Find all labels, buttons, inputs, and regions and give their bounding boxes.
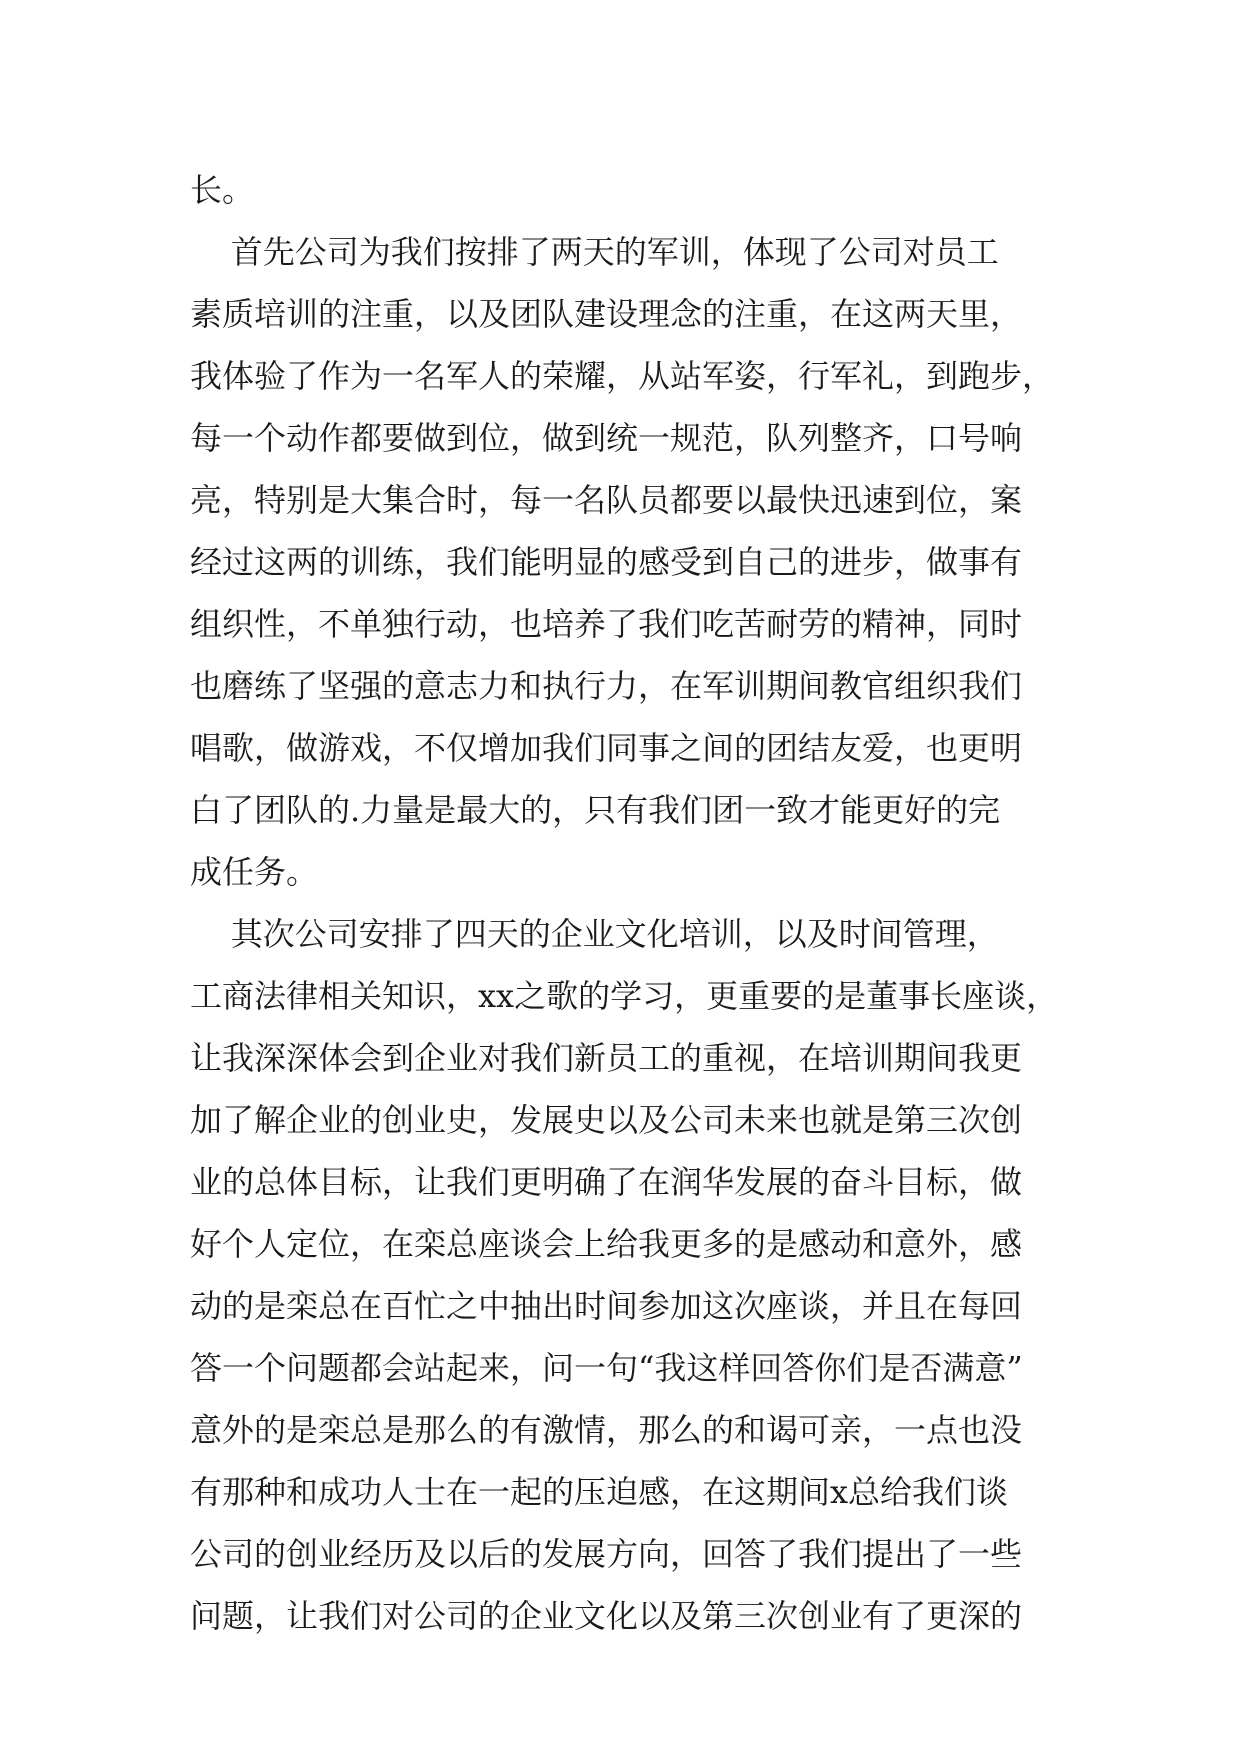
- text-line: 业的总体目标，让我们更明确了在润华发展的奋斗目标，做: [190, 1163, 1023, 1201]
- text-line: 公司的创业经历及以后的发展方向，回答了我们提出了一些: [190, 1535, 1023, 1573]
- text-line: 我体验了作为一名军人的荣耀，从站军姿，行军礼，到跑步，: [190, 357, 1055, 395]
- text-line: 每一个动作都要做到位，做到统一规范，队列整齐，口号响: [190, 419, 1023, 457]
- text-line: 有那种和成功人士在一起的压迫感，在这期间x总给我们谈: [190, 1473, 1009, 1511]
- text-line: 组织性，不单独行动，也培养了我们吃苦耐劳的精神，同时: [190, 605, 1023, 643]
- text-line: 动的是栾总在百忙之中抽出时间参加这次座谈，并且在每回: [190, 1287, 1023, 1325]
- text-line: 唱歌，做游戏，不仅增加我们同事之间的团结友爱，也更明: [190, 729, 1023, 767]
- body-text: [190, 159, 1070, 1647]
- text-line: 首先公司为我们按排了两天的军训，体现了公司对员工: [190, 233, 999, 271]
- text-line: 让我深深体会到企业对我们新员工的重视，在培训期间我更: [190, 1039, 1023, 1077]
- text-line: 也磨练了坚强的意志力和执行力，在军训期间教官组织我们: [190, 667, 1023, 705]
- text-line: 答一个问题都会站起来，问一句“我这样回答你们是否满意”: [190, 1349, 1023, 1387]
- text-line: 长。: [190, 171, 255, 209]
- text-line: 工商法律相关知识，xx之歌的学习，更重要的是董事长座谈，: [190, 977, 1059, 1015]
- text-line: 白了团队的.力量是最大的，只有我们团一致才能更好的完: [190, 791, 1001, 829]
- text-line: 素质培训的注重，以及团队建设理念的注重，在这两天里，: [190, 295, 1023, 333]
- text-line: 成任务。: [190, 853, 319, 891]
- text-line: 好个人定位，在栾总座谈会上给我更多的是感动和意外，感: [190, 1225, 1023, 1263]
- text-line: 其次公司安排了四天的企业文化培训，以及时间管理，: [190, 915, 999, 953]
- text-line: 问题，让我们对公司的企业文化以及第三次创业有了更深的: [190, 1597, 1023, 1635]
- text-line: 经过这两的训练，我们能明显的感受到自己的进步，做事有: [190, 543, 1023, 581]
- text-line: 亮，特别是大集合时，每一名队员都要以最快迅速到位，案: [190, 481, 1023, 519]
- text-line: 加了解企业的创业史，发展史以及公司未来也就是第三次创: [190, 1101, 1023, 1139]
- text-line: 意外的是栾总是那么的有激情，那么的和谒可亲，一点也没: [190, 1411, 1023, 1449]
